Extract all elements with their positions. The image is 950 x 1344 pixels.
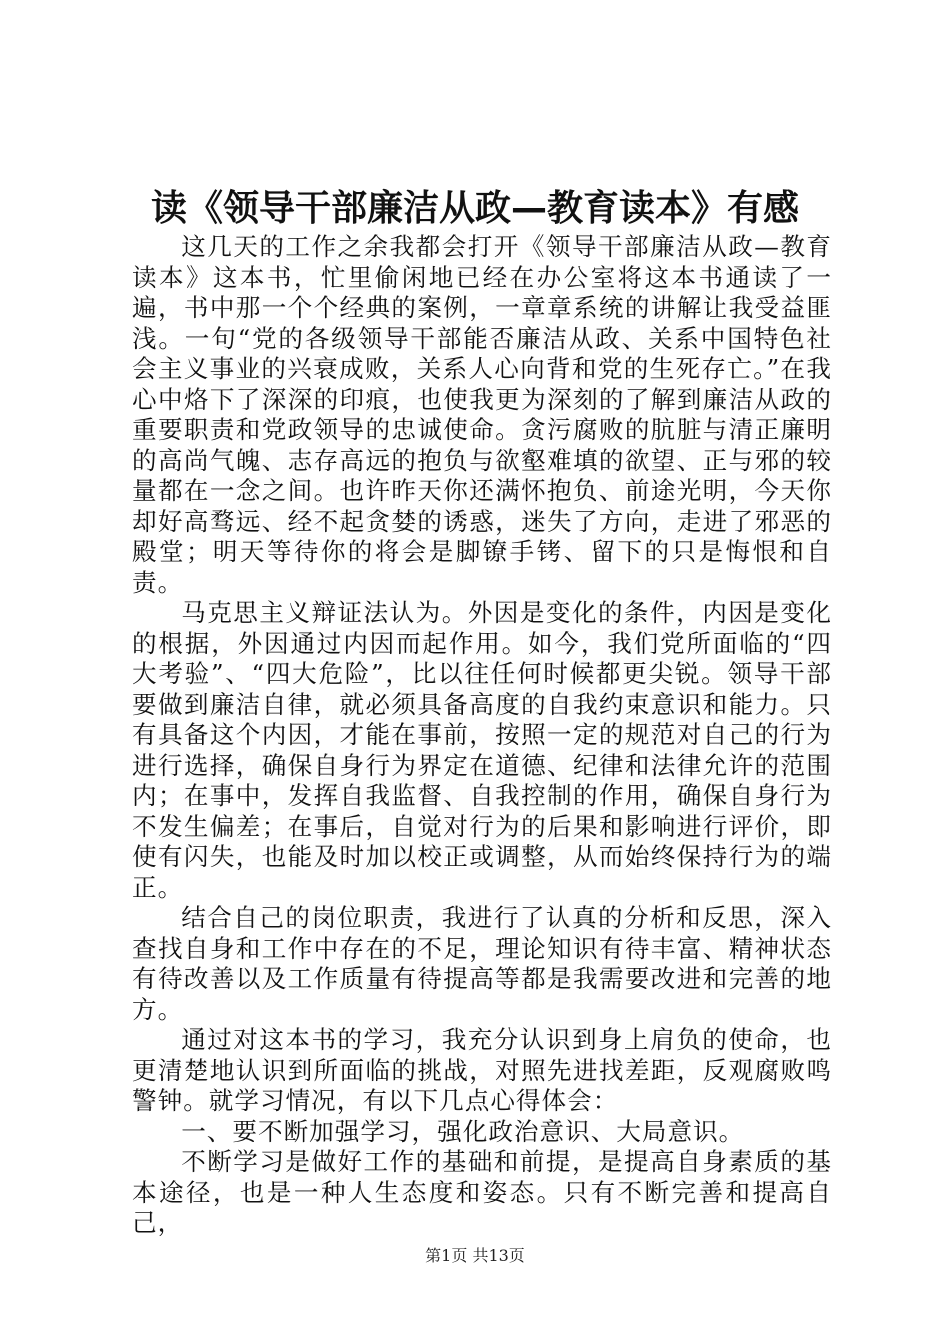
paragraph-1: 这几天的工作之余我都会打开《领导干部廉洁从政—教育读本》这本书，忙里偷闲地已经在办公室将这本书通读了一遍，书中那一个个经典的案例，一章章系统的讲解让我受益匪浅。一句“党的各级领导干部能否廉洁从政、关系中国特色社会主义事业的兴衰成败，关系人心向背和党的生死存亡。”在我心中烙下了深深的印痕，也使我更为深刻的了解到廉洁从政的重要职责和党政领导的忠诚使命。贪污腐败的肮脏与清正廉明的高尚气魄、志存高远的抱负与欲壑难填的欲望、正与邪的较量都在一念之间。也许昨天你还满怀抱负、前途光明，今天你却好高骛远、经不起贪婪的诱惑，迷失了方向，走进了邪恶的殿堂；明天等待你的将会是脚镣手铐、留下的只是悔恨和自责。 [132,232,832,597]
paragraph-3: 结合自己的岗位职责，我进行了认真的分析和反思，深入查找自身和工作中存在的不足，理论知识有待丰富、精神状态有待改善以及工作质量有待提高等都是我需要改进和完善的地方。 [132,903,832,1024]
paragraph-5: 不断学习是做好工作的基础和前提，是提高自身素质的基本途径，也是一种人生态度和姿态。只有不断完善和提高自己， [132,1147,832,1237]
paragraph-4: 通过对这本书的学习，我充分认识到身上肩负的使命，也更清楚地认识到所面临的挑战，对照先进找差距，反观腐败鸣警钟。就学习情况，有以下几点心得体会： [132,1025,832,1115]
paragraph-2: 马克思主义辩证法认为。外因是变化的条件，内因是变化的根据，外因通过内因而起作用。如今，我们党所面临的“四大考验”、“四大危险”，比以往任何时候都更尖锐。领导干部要做到廉洁自律，就必须具备高度的自我约束意识和能力。只有具备这个内因，才能在事前，按照一定的规范对自己的行为进行选择，确保自身行为界定在道德、纪律和法律允许的范围内；在事中，发挥自我监督、自我控制的作用，确保自身行为不发生偏差；在事后，自觉对行为的后果和影响进行评价，即使有闪失，也能及时加以校正或调整，从而始终保持行为的端正。 [132,598,832,902]
page-number-footer: 第1页 共13页 [425,1246,525,1265]
document-body [132,232,832,1239]
document-title: 读《领导干部廉洁从政—教育读本》有感 [150,188,799,229]
section-heading-1: 一、要不断加强学习，强化政治意识、大局意识。 [181,1116,745,1146]
